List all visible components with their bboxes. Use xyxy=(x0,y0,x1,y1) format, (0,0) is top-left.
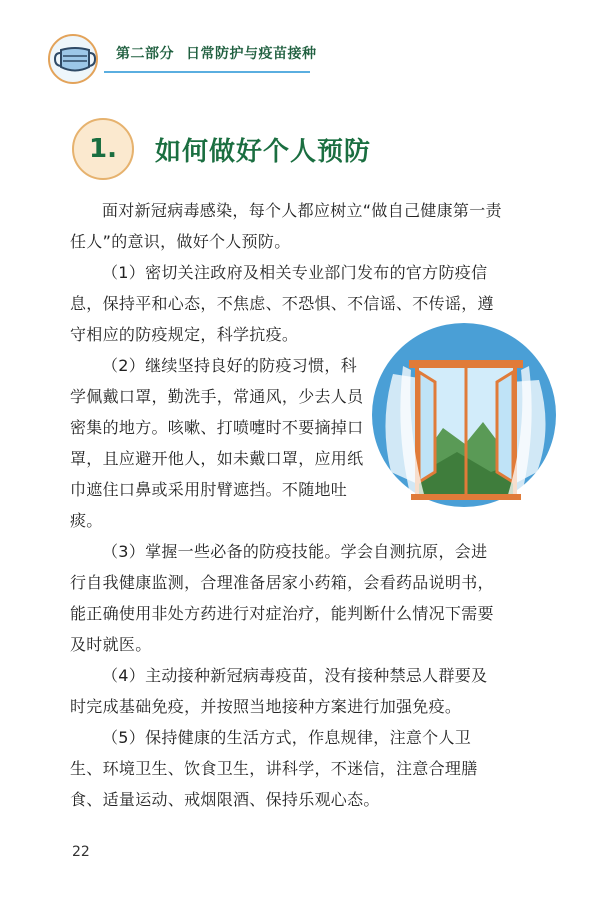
paragraph-3: （3）掌握一些必备的防疫技能。学会自测抗原，会进行自我健康监测，合理准备居家小药箱，会看药品说明书，能正确使用非处方药进行对症治疗，能判断什么情况下需要及时就医。 xyxy=(70,542,494,654)
header-rule xyxy=(104,71,310,73)
paragraph-2: （2）继续坚持良好的防疫习惯，科学佩戴口罩，勤洗手，常通风，少去人员密集的地方。咳嗽、打喷嚏时不要摘掉口罩，且应避开他人，如未戴口罩，应用纸巾遮住口鼻或采用肘臂遮挡。不随地吐痰。 xyxy=(70,356,364,530)
part-label: 第二部分 xyxy=(116,46,174,62)
mask-badge xyxy=(48,34,98,84)
face-mask-icon xyxy=(54,45,96,75)
page-number: 22 xyxy=(72,844,90,860)
paragraph-intro: 面对新冠病毒感染，每个人都应树立“做自己健康第一责任人”的意识，做好个人预防。 xyxy=(70,201,502,251)
paragraph-5: （5）保持健康的生活方式，作息规律，注意个人卫生、环境卫生、饮食卫生，讲科学，不迷信，注意合理膳食、适量运动、戒烟限酒、保持乐观心态。 xyxy=(70,728,478,809)
page-title: 如何做好个人预防 xyxy=(155,137,372,167)
paragraph-1: （1）密切关注政府及相关专业部门发布的官方防疫信息，保持平和心态，不焦虑、不恐惧、不信谣、不传谣，遵守相应的防疫规定，科学抗疫。 xyxy=(70,263,494,344)
section-title: 日常防护与疫苗接种 xyxy=(186,46,317,62)
heading-number: 1. xyxy=(72,118,134,180)
open-window-icon xyxy=(371,322,557,508)
section-label xyxy=(116,43,317,63)
paragraph-4: （4）主动接种新冠病毒疫苗，没有接种禁忌人群要及时完成基础免疫，并按照当地接种方案进行加强免疫。 xyxy=(70,666,488,716)
